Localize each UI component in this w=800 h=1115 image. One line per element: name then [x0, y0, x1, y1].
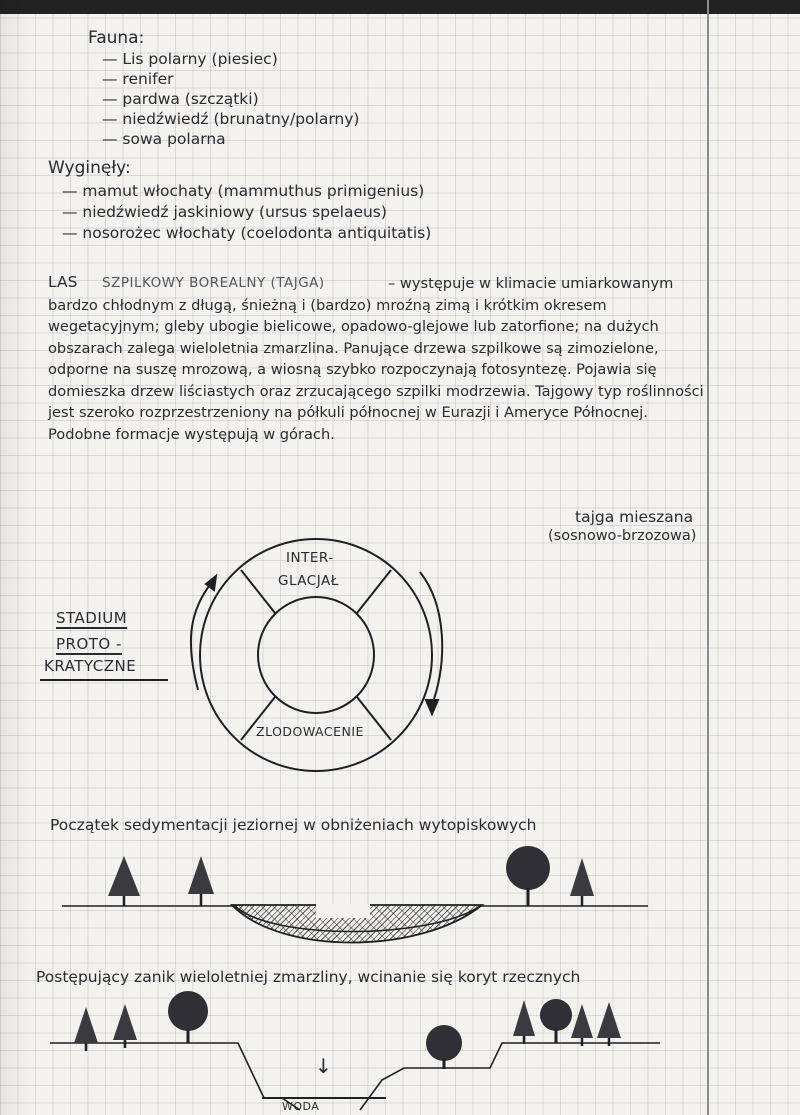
- conifer-tree-icon: [188, 856, 214, 906]
- deciduous-tree-icon: [506, 846, 550, 906]
- stage-label-line3: KRATYCZNE: [44, 657, 137, 675]
- fauna-item: — sowa polarna: [102, 130, 226, 148]
- diagram2-water-label: WODA: [282, 1100, 320, 1113]
- conifer-tree-icon: [113, 1004, 137, 1048]
- fauna-item: — niedźwiedź (brunatny/polarny): [102, 110, 360, 128]
- deciduous-tree-icon: [540, 999, 572, 1043]
- conifer-tree-icon: [108, 856, 140, 906]
- lake-diagram: [62, 904, 648, 943]
- glacial-cycle-diagram: [191, 539, 442, 771]
- cycle-top-label-line2: GLACJAŁ: [278, 573, 339, 589]
- stage-label-line1: STADIUM: [56, 609, 128, 627]
- conifer-tree-icon: [513, 1000, 535, 1044]
- extinct-item: — mamut włochaty (mammuthus primigenius): [62, 182, 425, 200]
- diagram1-caption: Początek sedymentacji jeziornej w obniżeniach wytopiskowych: [50, 816, 537, 834]
- forest-description: – występuje w klimacie umiarkowanym bardzo chłodnym z długą, śnieżną i (bardzo) mroźną zimą i krótkim okresem wegetacyjnym; gleby ubogie bielicowe, opadowo-glejowe lub zatorfione; na dużych obszarach zalega wieloletnia zmarzlina. Panujące drzewa szpilkowe są zimozielone, odporne na suszę mrozową, a wiosną szybko rozpoczynają fotosyntezę. Pojawia się domieszka drzew liściastych oraz zrzucającego szpilki modrzewia. Tajgowy typ roślinności jest szeroko rozprzestrzeniony na półkuli północnej w Eurazji i Ameryce Północnej. Podobne formacje występują w górach.: [48, 275, 704, 443]
- fauna-item: — Lis polarny (piesiec): [102, 50, 278, 68]
- extinct-item: — nosorożec włochaty (coelodonta antiquitatis): [62, 224, 432, 242]
- cycle-top-label-line1: INTER-: [286, 550, 334, 566]
- diagram2-caption: Postępujący zanik wieloletniej zmarzliny, wcinanie się koryt rzecznych: [36, 968, 581, 986]
- down-arrow-icon: ↓: [315, 1054, 332, 1078]
- fauna-item: — renifer: [102, 70, 174, 88]
- fauna-title: Fauna:: [88, 28, 145, 48]
- extinct-title: Wyginęły:: [48, 158, 131, 178]
- cycle-bottom-label: ZLODOWACENIE: [256, 724, 364, 739]
- deciduous-tree-icon: [168, 991, 208, 1043]
- conifer-tree-icon: [570, 858, 594, 906]
- forest-note-line1: tajga mieszana: [575, 508, 694, 526]
- deciduous-tree-icon: [426, 1025, 462, 1069]
- river-valley-diagram: [50, 1043, 660, 1110]
- forest-prefix: LAS: [48, 273, 78, 291]
- conifer-tree-icon: [597, 1002, 621, 1046]
- forest-heading: SZPILKOWY BOREALNY (TAJGA): [102, 275, 325, 291]
- extinct-item: — niedźwiedź jaskiniowy (ursus spelaeus): [62, 203, 387, 221]
- conifer-tree-icon: [74, 1007, 98, 1051]
- stage-label-line2: PROTO -: [56, 635, 122, 653]
- conifer-tree-icon: [571, 1004, 593, 1046]
- fauna-item: — pardwa (szczątki): [102, 90, 259, 108]
- forest-note-line2: (sosnowo-brzozowa): [548, 528, 697, 544]
- cycle-arrow-right-head: [426, 700, 438, 714]
